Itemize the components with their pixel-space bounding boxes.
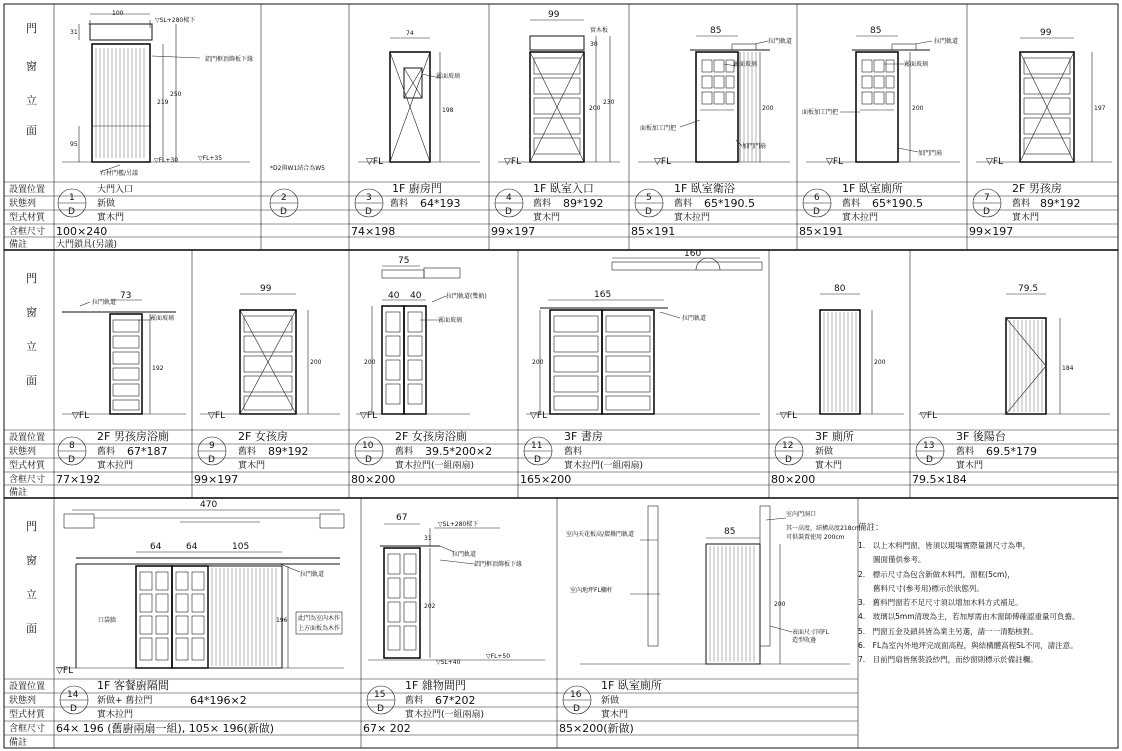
dim-label: 200 bbox=[912, 105, 924, 112]
annotation: 實木板 bbox=[590, 27, 609, 34]
door-number: 13 bbox=[923, 441, 935, 451]
dim-label: 64 bbox=[150, 542, 162, 552]
door-elevation-d12 bbox=[776, 284, 904, 421]
status: 舊料 bbox=[97, 447, 116, 457]
door-letter: D bbox=[926, 455, 933, 465]
sl-mark: ▽SL+280樑下 bbox=[155, 17, 196, 24]
note-line: 圖面僅供參考。 bbox=[858, 555, 926, 565]
note-line: 2. 標示尺寸為包含新做木料門，窗框(5cm)， bbox=[858, 569, 1015, 579]
status-dim: 69.5*179 bbox=[986, 445, 1037, 458]
type: 實木門 bbox=[601, 710, 629, 720]
size: 77×192 bbox=[56, 473, 101, 486]
row-labels-1 bbox=[9, 183, 46, 250]
type: 實木拉門 bbox=[842, 213, 879, 223]
row-label: 型式材質 bbox=[9, 461, 46, 471]
row-label: 備註 bbox=[9, 488, 28, 498]
status: 舊料 bbox=[842, 199, 861, 209]
dim-label: 160 bbox=[684, 249, 702, 259]
door-number: 11 bbox=[531, 441, 543, 451]
status: 舊料 bbox=[395, 447, 414, 457]
door-elevation-d7 bbox=[976, 28, 1112, 167]
dim-label: 200 bbox=[364, 359, 376, 366]
fl-mark: ▽FL bbox=[780, 411, 798, 421]
dim-label: 196 bbox=[276, 617, 288, 624]
size: 80×200 bbox=[771, 473, 816, 486]
remark: 大門鎖具(另議) bbox=[56, 240, 118, 250]
status-dim: 89*192 bbox=[1040, 197, 1081, 210]
row-labels-2 bbox=[9, 431, 46, 498]
annotation: 拉門軌道 bbox=[768, 38, 793, 45]
location: 1F 雜物間門 bbox=[405, 679, 466, 692]
row-label: 備註 bbox=[9, 738, 28, 748]
door-letter: D bbox=[280, 207, 287, 217]
annotation: 室內天花板高/摺疊門軌道 bbox=[566, 531, 635, 538]
location: 2F 女孩房浴廁 bbox=[395, 430, 467, 443]
side-label: 門 bbox=[26, 520, 37, 533]
side-label: 門 bbox=[26, 272, 37, 285]
location: 1F 客餐廚隔間 bbox=[97, 679, 169, 692]
status: 新做 bbox=[601, 696, 620, 706]
door-elevation-d4 bbox=[498, 10, 620, 167]
dim-label: 165 bbox=[594, 290, 612, 300]
door-elevation-d8 bbox=[62, 291, 186, 421]
side-label: 窗 bbox=[26, 306, 37, 319]
annotation: 鋁門框頂飾板下緣 bbox=[474, 561, 523, 568]
annotation: 拉門軌道 bbox=[452, 551, 477, 558]
door-letter: D bbox=[813, 207, 820, 217]
side-labels-row2 bbox=[26, 272, 37, 387]
dim-label: 184 bbox=[1062, 365, 1074, 372]
annotation: *D2與W1結合為W5 bbox=[270, 165, 325, 172]
status-dim: 89*192 bbox=[563, 197, 604, 210]
status-dim: 89*192 bbox=[268, 445, 309, 458]
fl-mark: ▽FL bbox=[504, 157, 522, 167]
dim-label: 200 bbox=[310, 359, 322, 366]
fl-mark: ▽FL bbox=[920, 411, 938, 421]
side-label: 面 bbox=[26, 622, 37, 635]
dim-label: 85 bbox=[724, 527, 736, 537]
annotation: 拉門軌道 bbox=[300, 571, 325, 578]
annotation: 霧面玻璃 bbox=[150, 315, 175, 322]
dim-label: 250 bbox=[170, 91, 182, 98]
schedule-row3 bbox=[56, 678, 662, 735]
dim-label: 40 bbox=[410, 291, 422, 301]
side-label: 立 bbox=[26, 588, 37, 601]
location: 大門入口 bbox=[97, 185, 134, 195]
status: 舊料 bbox=[564, 447, 583, 457]
type: 實木門 bbox=[1012, 213, 1040, 223]
annotation: 鋁門框頂飾板下緣 bbox=[205, 56, 254, 63]
annotation: 表面尺寸同FL bbox=[792, 629, 829, 636]
size: 99×197 bbox=[969, 225, 1014, 238]
note-line: 6. FL為室內外地坪完成面高程，與結構體高程SL不同，請注意。 bbox=[858, 640, 1078, 650]
location: 3F 後陽台 bbox=[956, 430, 1006, 443]
size: 100×240 bbox=[56, 225, 108, 238]
fl-mark: ▽FL bbox=[72, 411, 90, 421]
door-number: 9 bbox=[209, 441, 215, 451]
door-elevation-d10 bbox=[356, 256, 487, 421]
annotation: 室內門洞口 bbox=[786, 511, 817, 518]
annotation: 可供裝置使用 200cm bbox=[786, 534, 845, 541]
side-label: 面 bbox=[26, 124, 37, 137]
annotation: 其一高度，結構高度218cm bbox=[786, 525, 861, 532]
annotation: 加門門扇 bbox=[742, 143, 767, 150]
fl-mark: ▽FL bbox=[654, 157, 672, 167]
note-line: 3. 舊料門窗若不足尺寸須以增加木料方式補足。 bbox=[858, 598, 1023, 608]
annotation: 拉門軌道 bbox=[682, 315, 707, 322]
note-line: 1. 以上木料門窗，皆須以現場實際量測尺寸為準， bbox=[858, 541, 1031, 551]
dim-label: 85 bbox=[710, 26, 722, 36]
fl-mark: ▽FL bbox=[208, 411, 226, 421]
dim-label: 99 bbox=[260, 284, 272, 294]
dim-label: 75 bbox=[398, 256, 410, 266]
dim-label: 99 bbox=[548, 10, 560, 20]
notes-title: 備註： bbox=[858, 523, 884, 533]
dim-label: 85 bbox=[870, 26, 882, 36]
dim-label: 198 bbox=[442, 107, 454, 114]
row-label: 狀態列 bbox=[9, 447, 37, 457]
dim-label: 100 bbox=[112, 10, 124, 17]
door-letter: D bbox=[68, 455, 75, 465]
fl-mark: ▽FL+50 bbox=[486, 653, 511, 660]
status-dim: 64*196×2 bbox=[190, 694, 247, 707]
fl-mark: ▽FL+30 bbox=[154, 157, 179, 164]
door-elevation-d11 bbox=[526, 249, 762, 421]
type: 實木拉門(一組兩扇) bbox=[395, 461, 475, 471]
status: 舊料 bbox=[533, 199, 552, 209]
door-number: 10 bbox=[362, 441, 374, 451]
door-number: 5 bbox=[646, 193, 652, 203]
size: 165×200 bbox=[520, 473, 572, 486]
door-elevation-d1 bbox=[62, 10, 253, 177]
annotation: 霧面玻璃 bbox=[436, 73, 461, 80]
status: 舊料 bbox=[405, 696, 424, 706]
door-letter: D bbox=[68, 207, 75, 217]
row-label: 含框尺寸 bbox=[9, 724, 46, 734]
door-letter: D bbox=[365, 455, 372, 465]
door-number: 4 bbox=[506, 193, 512, 203]
door-elevation-d2 bbox=[270, 164, 325, 172]
door-number: 6 bbox=[814, 193, 820, 203]
schedule-row1 bbox=[56, 181, 1081, 250]
size: 74×198 bbox=[351, 225, 396, 238]
door-letter: D bbox=[573, 704, 580, 714]
door-letter: D bbox=[983, 207, 990, 217]
side-label: 窗 bbox=[26, 60, 37, 73]
general-notes bbox=[858, 520, 1116, 667]
fl-mark: ▽FL bbox=[530, 411, 548, 421]
door-letter: D bbox=[70, 704, 77, 714]
fl-mark: ▽FL bbox=[826, 157, 844, 167]
status: 新做 bbox=[97, 199, 116, 209]
note-line: 7. 目前門扇皆無裝設紗門，而紗窗則標示於備註欄。 bbox=[858, 655, 1038, 665]
row-label: 含框尺寸 bbox=[9, 475, 46, 485]
dim-label: 99 bbox=[1040, 28, 1052, 38]
dim-label: 200 bbox=[762, 105, 774, 112]
door-letter: D bbox=[645, 207, 652, 217]
row-label: 設置位置 bbox=[9, 433, 46, 443]
door-number: 1 bbox=[69, 193, 75, 203]
door-elevation-d13 bbox=[918, 284, 1110, 421]
row-label: 狀態列 bbox=[9, 199, 37, 209]
type: 實木門 bbox=[97, 213, 125, 223]
size: 85×200(新做) bbox=[559, 722, 634, 735]
annotation: 面板加工門把 bbox=[802, 109, 839, 116]
status: 舊料 bbox=[238, 447, 257, 457]
dim-label: 200 bbox=[774, 601, 786, 608]
size: 79.5×184 bbox=[912, 473, 967, 486]
fl-mark: ▽FL bbox=[986, 157, 1004, 167]
door-letter: D bbox=[365, 207, 372, 217]
row-label: 狀態列 bbox=[9, 696, 37, 706]
size: 67× 202 bbox=[363, 722, 411, 735]
type: 實木門 bbox=[238, 461, 266, 471]
location: 1F 廚房門 bbox=[392, 182, 442, 195]
door-number: 16 bbox=[570, 690, 582, 700]
annotation: 室內地坪FL欄杆 bbox=[570, 587, 613, 594]
annotation: 此門為室內木作 bbox=[298, 615, 341, 622]
annotation: 石材門檻/另議 bbox=[100, 170, 139, 177]
row-label: 型式材質 bbox=[9, 710, 46, 720]
dim-label: 79.5 bbox=[1018, 284, 1039, 294]
dim-label: 200 bbox=[589, 105, 601, 112]
annotation: 造型收邊 bbox=[792, 637, 817, 644]
dim-label: 219 bbox=[157, 99, 169, 106]
annotation: 霧面玻璃 bbox=[438, 317, 463, 324]
fl-mark: ▽SL+40 bbox=[436, 659, 461, 666]
door-letter: D bbox=[534, 455, 541, 465]
status: 新做+ 舊拉門 bbox=[97, 696, 153, 706]
row-labels-3 bbox=[9, 680, 46, 748]
status: 舊料 bbox=[390, 199, 409, 209]
door-number: 7 bbox=[984, 193, 990, 203]
status-dim: 67*202 bbox=[435, 694, 476, 707]
door-elevation-d5 bbox=[638, 26, 792, 167]
dim-label: 30 bbox=[590, 41, 598, 48]
status: 舊料 bbox=[956, 447, 975, 457]
dim-label: 230 bbox=[603, 99, 615, 106]
status: 新做 bbox=[815, 447, 834, 457]
note-line: 舊料尺寸(參考用)標示於狀態列。 bbox=[858, 583, 984, 593]
dim-label: 470 bbox=[200, 500, 218, 510]
dim-label: 202 bbox=[424, 603, 436, 610]
door-letter: D bbox=[208, 455, 215, 465]
dim-label: 200 bbox=[874, 359, 886, 366]
status-dim: 67*187 bbox=[127, 445, 168, 458]
note-line: 5. 門窗五金及鎖具皆為業主另選，請一一清點核對。 bbox=[858, 626, 1038, 636]
type: 實木拉門 bbox=[97, 710, 134, 720]
door-elevation-d16 bbox=[566, 506, 861, 664]
annotation: 拉門軌道 bbox=[92, 299, 117, 306]
door-number: 2 bbox=[281, 193, 287, 203]
location: 3F 書房 bbox=[564, 430, 603, 443]
sl-mark: ▽SL+280樑下 bbox=[438, 521, 479, 528]
row-label: 備註 bbox=[9, 240, 28, 250]
status-dim: 39.5*200×2 bbox=[425, 445, 493, 458]
location: 1F 臥室廁所 bbox=[842, 182, 903, 195]
fl-mark: ▽FL+35 bbox=[198, 155, 223, 162]
size: 64× 196 (舊廚兩扇一組), 105× 196(新做) bbox=[56, 722, 275, 735]
door-number: 14 bbox=[67, 690, 79, 700]
dim-label: 105 bbox=[232, 542, 250, 552]
door-elevation-d14 bbox=[56, 500, 344, 676]
status: 舊料 bbox=[674, 199, 693, 209]
dim-label: 74 bbox=[406, 30, 414, 37]
status-dim: 64*193 bbox=[420, 197, 461, 210]
side-label: 門 bbox=[26, 22, 37, 35]
fl-mark: ▽FL bbox=[56, 666, 74, 676]
door-number: 8 bbox=[69, 441, 75, 451]
side-label: 立 bbox=[26, 340, 37, 353]
location: 2F 男孩房浴廁 bbox=[97, 430, 169, 443]
door-letter: D bbox=[505, 207, 512, 217]
type: 實木拉門(一組兩扇) bbox=[405, 710, 485, 720]
annotation: 拉門軌道 bbox=[934, 38, 959, 45]
door-number: 3 bbox=[366, 193, 372, 203]
door-elevation-d6 bbox=[802, 26, 960, 167]
status-dim: 65*190.5 bbox=[872, 197, 923, 210]
fl-mark: ▽FL bbox=[366, 157, 384, 167]
size: 99×197 bbox=[194, 473, 239, 486]
door-elevation-d3 bbox=[358, 30, 480, 167]
location: 2F 男孩房 bbox=[1012, 182, 1062, 195]
type: 實木拉門 bbox=[674, 213, 711, 223]
dim-label: 197 bbox=[1094, 105, 1106, 112]
status-dim: 65*190.5 bbox=[704, 197, 755, 210]
annotation: 霧面玻璃 bbox=[904, 61, 929, 68]
type: 實木拉門(一組兩扇) bbox=[564, 461, 644, 471]
annotation: 口袋牆 bbox=[98, 617, 117, 624]
dim-label: 31 bbox=[424, 535, 432, 542]
location: 3F 廁所 bbox=[815, 430, 854, 443]
door-elevation-d9 bbox=[200, 284, 340, 421]
door-number: 15 bbox=[374, 690, 386, 700]
size: 80×200 bbox=[351, 473, 396, 486]
side-labels-row3 bbox=[26, 520, 37, 635]
dim-label: 64 bbox=[186, 542, 198, 552]
annotation: 拉門軌道(雙軌) bbox=[446, 293, 487, 300]
status: 舊料 bbox=[1012, 199, 1031, 209]
dim-label: 95 bbox=[70, 141, 78, 148]
row-label: 含框尺寸 bbox=[9, 227, 46, 237]
type: 實木門 bbox=[815, 461, 843, 471]
dim-label: 67 bbox=[396, 513, 408, 523]
annotation: 霧面玻璃 bbox=[733, 61, 758, 68]
size: 85×191 bbox=[799, 225, 844, 238]
side-label: 立 bbox=[26, 94, 37, 107]
side-label: 窗 bbox=[26, 554, 37, 567]
dim-label: 200 bbox=[532, 359, 544, 366]
dim-label: 40 bbox=[388, 291, 400, 301]
row-label: 設置位置 bbox=[9, 185, 46, 195]
fl-mark: ▽FL bbox=[360, 411, 378, 421]
side-label: 面 bbox=[26, 374, 37, 387]
dim-label: 80 bbox=[834, 284, 846, 294]
door-letter: D bbox=[785, 455, 792, 465]
type: 實木門 bbox=[956, 461, 984, 471]
door-number: 12 bbox=[782, 441, 794, 451]
side-labels-row1 bbox=[26, 22, 37, 137]
note-line: 4. 玻璃以5mm清玻為主，若加厚需由木窗師傅確認重量可負擔。 bbox=[858, 612, 1080, 622]
size: 99×197 bbox=[491, 225, 536, 238]
annotation: 加門門扇 bbox=[918, 150, 943, 157]
schedule-row2 bbox=[56, 429, 1037, 486]
row-label: 型式材質 bbox=[9, 213, 46, 223]
dim-label: 73 bbox=[120, 291, 132, 301]
dim-label: 192 bbox=[152, 365, 164, 372]
annotation: 上方面板為木作 bbox=[298, 625, 341, 632]
type: 實木拉門 bbox=[97, 461, 134, 471]
size: 85×191 bbox=[631, 225, 676, 238]
annotation: 面板加工門把 bbox=[640, 125, 677, 132]
location: 1F 臥室衛浴 bbox=[674, 182, 735, 195]
door-elevation-d15 bbox=[368, 513, 545, 666]
type: 實木門 bbox=[533, 213, 561, 223]
dim-label: 31 bbox=[70, 29, 78, 36]
location: 2F 女孩房 bbox=[238, 430, 288, 443]
location: 1F 臥室入口 bbox=[533, 182, 594, 195]
door-letter: D bbox=[377, 704, 384, 714]
row-label: 設置位置 bbox=[9, 682, 46, 692]
location: 1F 臥室廁所 bbox=[601, 679, 662, 692]
